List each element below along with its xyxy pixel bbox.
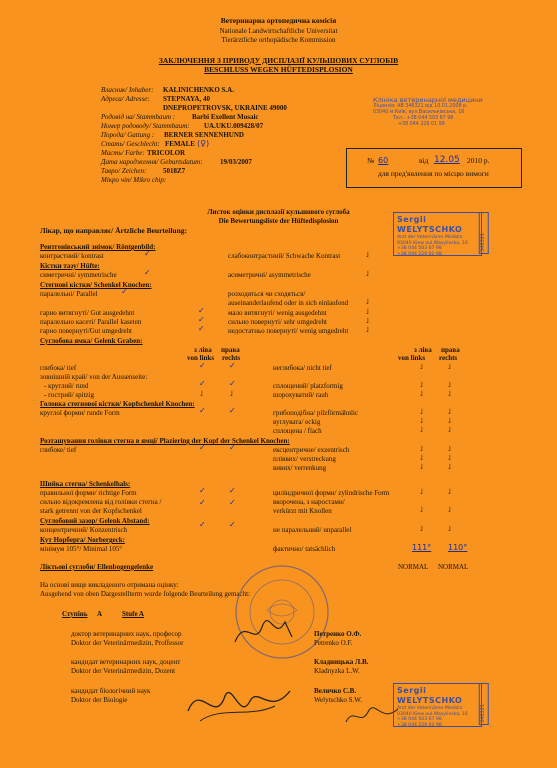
header-line1: Ветеринарна ортопедична комісія [220, 16, 337, 25]
stamp-b-line1: Arzt der Veterinären Medizin [397, 706, 463, 711]
chip-label: Мікро чіп/ Mikro chip: [101, 176, 167, 184]
tatto-value: 5018Z7 [163, 167, 186, 175]
sec-stegn: Стегнові кістки/ Schenkel Knochen: [40, 281, 152, 289]
check-stark-left-icon: ✓ [199, 498, 206, 507]
stamp-name-b: Sergii WELYTSCHKO [397, 686, 463, 705]
adresse-line2: DNEPROPETROVSK, UKRAINE 49000 [163, 104, 287, 112]
ref-no-value: 60 [378, 156, 389, 165]
ref-date-label: від [419, 156, 429, 165]
check-tief2-left-icon: ✓ [199, 443, 206, 452]
opt-knollen: вкорочена, з наростами/ [273, 498, 345, 506]
sec-hals: Шийка стегна/ Schenkelhals: [40, 480, 131, 488]
check-umgedreht-icon: ✓ [198, 324, 205, 333]
ellen-right: NORMAL [438, 563, 469, 571]
empty-verst-l-icon: ˩ [420, 454, 423, 462]
signer2-title-de: Doktor der Veterinärmedizin, Dozent [71, 667, 176, 675]
check-rundeform-right-icon: ✓ [229, 406, 236, 415]
empty-rauh-l-icon: ˩ [420, 390, 423, 398]
farbe-value: TRICOLOR [147, 149, 186, 157]
opt-verst: пліввих/ verstreckung [273, 455, 336, 463]
opt-tief2: глибоке/ tief [40, 446, 77, 454]
signer1-name-ua: Петренко О.Ф. [314, 630, 362, 638]
opt-knollen2: verkürzt mit Knollen [273, 507, 332, 515]
opt-rundeform: круглої форми/ runde Form [40, 409, 120, 417]
empty-spitz-r-icon: ˩ [230, 390, 233, 398]
opt-platform: сплощений/ platzformig [273, 382, 343, 390]
opt-verren: вивих/ verrenkung [273, 464, 327, 472]
signer3-name-ua: Величко С.В. [314, 687, 357, 695]
signer2-title-ua: кандидат ветеринарних наук, доцент [71, 658, 181, 666]
check-symm-icon: ✓ [144, 268, 151, 277]
empty-unpar-r-icon: ˩ [448, 525, 451, 533]
empty-box-wenig-icon: ˩ [366, 308, 369, 316]
opt-kaseten: паралельно касеті/ Parallel kaseten [40, 318, 142, 326]
sec-pfanne: Суглобова ямка/ Gelenk Graben: [40, 337, 143, 345]
adresse-label: Адреса/ Adresse: [101, 95, 150, 103]
col-rechts2-r: rechts [439, 354, 458, 362]
opt-rozkhod: розходяться чи сходяться/ [228, 290, 306, 298]
col-rechts: права [221, 346, 240, 354]
opt-tief: глибока/ tief [40, 364, 77, 372]
norberg-right-value: 110° [448, 543, 468, 552]
empty-pilz-r-icon: ˩ [448, 408, 451, 416]
opt-exz: ексцентричне/ exzentrisch [273, 446, 350, 454]
opt-gut: гарно витягнуті/ Gut ausgedehnt [40, 309, 135, 317]
opt-stark2: stark getrennt von der Kopfschenkel [40, 507, 142, 515]
title-de: BESCHLUSS WEGEN HÜFTEDISPLOSION [204, 65, 353, 74]
opt-eckig: вуглувата/ eckig [273, 418, 321, 426]
col-links: з ліва [194, 346, 212, 354]
doctor-label: Лікар, що направляє/ Ärtzliche Beurteilung: [40, 226, 187, 235]
check-tief-right-icon: ✓ [229, 361, 236, 370]
stammnum-value: UA.UKU.009428/07 [204, 122, 264, 130]
empty-platform-r-icon: ˩ [448, 381, 451, 389]
empty-exz-l-icon: ˩ [420, 445, 423, 453]
sec-platz: Розташування голівки стегна в ямці/ Plaziering der Kopf der Schenkel Knochen: [40, 437, 290, 445]
stufe-label: Ступінь [62, 610, 88, 618]
opt-stark: сильно відокремлена від голівки стегна / [40, 498, 162, 506]
opt-symm: симетричні/ symmetrische [40, 271, 117, 279]
check-richtige-left-icon: ✓ [199, 486, 206, 495]
empty-box-schwach-icon: ˩ [366, 251, 369, 259]
signer3-name-de: Welytschko S.W. [314, 696, 362, 704]
col-links2-r: von links [398, 354, 426, 362]
empty-spitz-l-icon: ˩ [200, 390, 203, 398]
opt-ungenug: недостатньо повернуті/ wenig umgedreht [228, 327, 349, 335]
inhaber-value: KALINICHENKO S.A. [163, 86, 234, 94]
tatto-label: Тавро/ Zeichen: [101, 167, 147, 175]
col-rechts2: rechts [222, 354, 241, 362]
geburt-label: Дата народження/ Geburtsdatum: [101, 158, 203, 166]
header-line3: Tierärztliche orthopädische Kommission [221, 36, 336, 44]
ref-note: для пред'явлення по місцю вимоги [378, 169, 489, 178]
stufe-value: A [97, 610, 103, 618]
empty-box-sehr-icon: ˩ [366, 317, 369, 325]
gattung-label: Порода/ Gattung : [101, 131, 155, 139]
empty-knollen-l-icon: ˩ [420, 506, 423, 514]
stamp-line4: +38 044 229 01 98 [397, 252, 442, 258]
ref-no-label: № [367, 156, 375, 165]
opt-fakt: фактично/ tatsächlich [273, 545, 336, 553]
check-tief-left-icon: ✓ [199, 361, 206, 370]
adresse-line1: STEPNAYA, 40 [163, 95, 210, 103]
signer1-title-de: Doktor der Veterinärmedizin, Proffessor [71, 639, 184, 647]
sec-abstand: Суглобовий зазор/ Gelenk Abstand: [40, 517, 150, 525]
stammnum-label: Номер родоводу/ Stammbaum: [101, 122, 190, 130]
empty-box-asymm-icon: ˩ [366, 270, 369, 278]
sec-kistki: Кістки тазу/ Hüfte: [40, 262, 100, 270]
empty-zylind-l-icon: ˩ [420, 488, 423, 496]
stammbaum-value: Barbi Exellent Mosaic [192, 113, 259, 121]
empty-eckig-r-icon: ˩ [448, 417, 451, 425]
reference-box [346, 148, 522, 188]
signer3-title-ua: кандидат біологічний наук [71, 687, 151, 695]
empty-pilz-l-icon: ˩ [420, 408, 423, 416]
gattung-value: BERNER SENNENHUND [164, 131, 244, 139]
conclusion-de: Ausgehend von oben Dargestellterm wurde folgende Beurteilung gemacht: [40, 590, 251, 598]
stufe-de: Stufe A [122, 610, 144, 618]
opt-konz: концентричний/ Konzentrisch [40, 526, 128, 534]
opt-nichttief: неглибока/ nicht tief [273, 364, 332, 372]
empty-box-rozkhod-icon: ˩ [366, 298, 369, 306]
norberg-left-value: 111° [412, 543, 432, 552]
check-gut-icon: ✓ [198, 306, 205, 315]
check-rund-left-icon: ✓ [199, 379, 206, 388]
empty-nichttief-l-icon: ˩ [420, 363, 423, 371]
stamp-b-line3: +38 044 503 67 98 [397, 717, 442, 723]
geschlecht-symbol: (♀) [197, 139, 210, 148]
stamp-line1: Arzt der Veterinären Medizin [397, 235, 463, 240]
empty-rauh-r-icon: ˩ [448, 390, 451, 398]
opt-rund: - круглий/ rund [44, 382, 89, 390]
list-title-ua: Листок оцінки дисплазії кульшового суглоба [207, 208, 350, 216]
clinic-stamp-top [373, 96, 483, 128]
check-konz-left-icon: ✓ [199, 520, 206, 529]
empty-verren-l-icon: ˩ [420, 463, 423, 471]
opt-pilz: грибоподібна/ pilzförmähnlic [273, 409, 359, 417]
signer2-name-de: Kladnyzka L.W. [314, 667, 360, 675]
signer1-title-ua: доктор ветеринарних наук, професор [71, 630, 182, 638]
signature-1-icon [230, 612, 300, 652]
signer1-name-de: Petrenko O.F. [314, 639, 353, 647]
check-parallel-icon: ✓ [121, 287, 128, 296]
check-kaseten-icon: ✓ [198, 315, 205, 324]
empty-zylind-r-icon: ˩ [448, 488, 451, 496]
stamp-name: Sergii WELYTSCHKO [397, 215, 463, 234]
empty-verren-r-icon: ˩ [448, 463, 451, 471]
empty-nichttief-r-icon: ˩ [448, 363, 451, 371]
inhaber-label: Власник/ Inhaber: [101, 86, 154, 94]
empty-unpar-l-icon: ˩ [420, 525, 423, 533]
opt-asymm: асиметричні/ asymmetrische [228, 271, 311, 279]
header-line2: Nationale Landwirtschaftliche Universitat [219, 27, 338, 35]
empty-verst-r-icon: ˩ [448, 454, 451, 462]
sec-norberg: Кут Норберга/ Norbergeck: [40, 536, 125, 544]
stamp-b-line4: +38 044 229 01 98 [397, 723, 442, 729]
sec-roentgen: Рентгенівський знімок/ Röntgenbild: [40, 243, 156, 251]
list-title-de: Die Bewertungsliste der Hüftedisplosion [218, 217, 339, 225]
ref-date-value: 12.05 [434, 155, 460, 165]
opt-minimal: мінімум 105°/ Minimal 105° [40, 545, 123, 553]
signer3-title-de: Doktor der Biologie [71, 696, 128, 704]
doctor-stamp-bottom [393, 683, 482, 727]
geburt-value: 19/03/2007 [220, 158, 252, 166]
opt-rauh: шорохуватий/ rauh [273, 391, 329, 399]
title-ua: ЗАКЛЮЧЕННЯ З ПРИВОДУ ДИСПЛАЗІЇ КУЛЬШОВИХ СУГЛОБІВ [158, 56, 399, 65]
signer2-name-ua: Кладницька Л.В. [314, 658, 369, 666]
clinic-phone1: Тел.: +38 044 503 67 98 [393, 116, 454, 122]
col-links2: von links [187, 354, 215, 362]
empty-flach-r-icon: ˩ [448, 426, 451, 434]
signature-2-icon [180, 676, 300, 731]
clinic-phone2: +38 044 229 01 98 [398, 122, 445, 128]
doctor-stamp-mid [393, 212, 482, 256]
stamp-side-number: 348321 [479, 212, 489, 254]
check-rundeform-left-icon: ✓ [199, 406, 206, 415]
opt-umgedreht: гарно повернуті/Gut umgedreht [40, 327, 132, 335]
empty-knollen-r-icon: ˩ [448, 506, 451, 514]
ref-year: 2010 р. [467, 156, 490, 165]
empty-exz-r-icon: ˩ [448, 445, 451, 453]
conclusion-ua: На основі вище викладеного отримана оцінку: [40, 581, 179, 589]
clinic-license: Ліцензія: АВ 346321 від 10.01.2008 р. [373, 104, 468, 110]
check-richtige-right-icon: ✓ [229, 486, 236, 495]
geschlecht-value: FEMALE [165, 140, 195, 148]
col-rechts-r: права [441, 346, 460, 354]
geschlecht-label: Стать/ Geschlecht: [101, 140, 160, 148]
opt-wenig: мало витягнуті/ wenig ausgedehnt [228, 309, 327, 317]
empty-eckig-l-icon: ˩ [420, 417, 423, 425]
opt-zylind: циліндричної форми/ zylindrische Form [273, 489, 390, 497]
opt-parallel: паралельні/ Parallel [40, 290, 98, 298]
stamp-b-line2: 03040 Kiew vul.Wasylivska, 16 [397, 711, 468, 717]
empty-flach-l-icon: ˩ [420, 426, 423, 434]
empty-box-ungenug-icon: ˩ [366, 326, 369, 334]
sec-ellen: Ліктьові суглоби/ Ellenbogengelenke [40, 563, 154, 571]
clinic-address: 03040 м.Київ, вул.Васильківська, 16 [373, 110, 465, 116]
opt-rozkhod2: auseinanderlaufend oder in sich einlaufend [228, 299, 349, 307]
opt-unpar: не паралельний/ unparallel [273, 526, 352, 534]
ellen-left: NORMAL [398, 563, 429, 571]
check-rund-right-icon: ✓ [229, 379, 236, 388]
stammbaum-label: Родовід на/ Stammbaum : [101, 113, 176, 121]
check-kontrast-icon: ✓ [144, 249, 151, 258]
opt-richtige: правильної форми/ richtige Form [40, 489, 137, 497]
farbe-label: Масть/ Farbe: [101, 149, 145, 157]
opt-spitz: - гострий/ spitzig [44, 391, 95, 399]
opt-aussen: зовнішній край/ von der Aussenseite: [40, 373, 148, 381]
col-links-r: з ліва [414, 346, 432, 354]
sec-kopf: Головка стегнової кістки/ Kopfschenkel Knochen: [40, 400, 195, 408]
opt-schwach: слабоконтрастний/ Schwache Kontrast [228, 252, 341, 260]
stamp-b-side-number: 348321 [479, 683, 489, 725]
clinic-name: Клініка ветеринарної медицини [373, 96, 483, 104]
stamp-line2: 03040 Kiew vul.Wasylivska, 16 [397, 240, 468, 246]
opt-kontrast: контрастний/ kontrast [40, 252, 104, 260]
check-konz-right-icon: ✓ [229, 520, 236, 529]
check-stark-right-icon: ✓ [229, 498, 236, 507]
opt-flach: сплощена / flach [273, 427, 322, 435]
empty-platform-l-icon: ˩ [420, 381, 423, 389]
opt-sehr: сильно повернуті/ sehr umgedreht [228, 318, 327, 326]
stamp-line3: +38 044 503 67 98 [397, 246, 442, 252]
check-tief2-right-icon: ✓ [229, 443, 236, 452]
